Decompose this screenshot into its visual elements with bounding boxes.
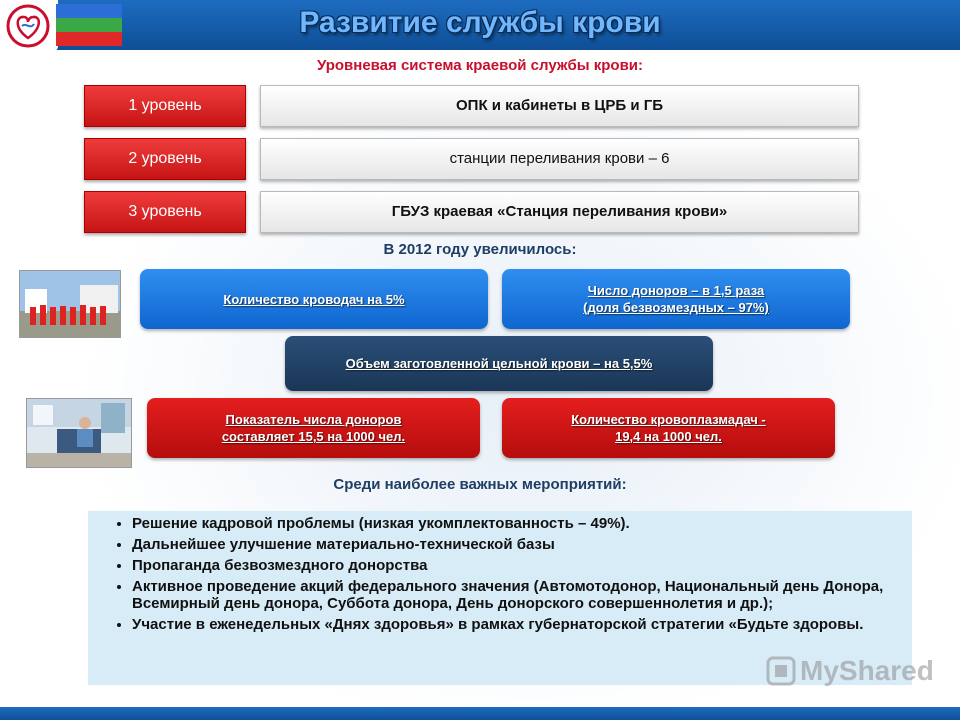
donor-rate-line1: Показатель числа доноров (225, 412, 402, 427)
measure-item: • Участие в еженедельных «Днях здоровья» в рамках губернаторской стратегии «Будьте здоровы. (132, 616, 902, 633)
watermark (766, 655, 934, 687)
footer-bar (0, 707, 960, 720)
donors-box (502, 269, 850, 329)
level-3-label: 3 уровень (84, 191, 246, 233)
measures-title: Среди наиболее важных мероприятий: (333, 476, 627, 493)
blood-donations-box (140, 269, 488, 329)
measures-list (88, 511, 912, 633)
level-1-description: ОПК и кабинеты в ЦРБ и ГБ (260, 85, 859, 127)
donors-line1: Число доноров – в 1,5 раза (587, 283, 765, 298)
donors-line2: (доля безвозмездных – 97%) (583, 300, 769, 315)
level-2-label: 2 уровень (84, 138, 246, 180)
measure-item: • Активное проведение акций федерального значения (Автомотодонор, Национальный день Донора, Всемирный день донора, Суббота донора, День донорского совершеннолетия и др.); (132, 578, 902, 612)
increase-title: В 2012 году увеличилось: (383, 241, 577, 258)
donor-rate-line2: составляет 15,5 на 1000 чел. (221, 429, 406, 444)
levels-title: Уровневая система краевой службы крови: (316, 57, 644, 74)
plasma-line2: 19,4 на 1000 чел. (615, 429, 722, 444)
plasma-box (502, 398, 835, 458)
level-2-description: станции переливания крови – 6 (260, 138, 859, 180)
watermark-text: MyShared (800, 655, 934, 686)
level-1-label: 1 уровень (84, 85, 246, 127)
measure-item: • Пропаганда безвозмездного донорства (132, 557, 902, 574)
blood-donations-text: Количество кроводач на 5% (223, 291, 405, 307)
watermark-logo-icon (766, 656, 796, 686)
whole-blood-box (285, 336, 713, 391)
level-3-description: ГБУЗ краевая «Станция переливания крови» (260, 191, 859, 233)
donor-rate-box (147, 398, 480, 458)
plasma-line1: Количество кровоплазмадач - (571, 412, 766, 427)
measure-item: • Дальнейшее улучшение материально-технической базы (132, 536, 902, 553)
page-title: Развитие службы крови (299, 6, 661, 39)
measure-item: • Решение кадровой проблемы (низкая укомплектованность – 49%). (132, 515, 902, 532)
donor-chair-photo (26, 398, 132, 468)
whole-blood-text: Объем заготовленной цельной крови – на 5,5% (345, 356, 653, 371)
donor-group-photo (19, 270, 121, 338)
